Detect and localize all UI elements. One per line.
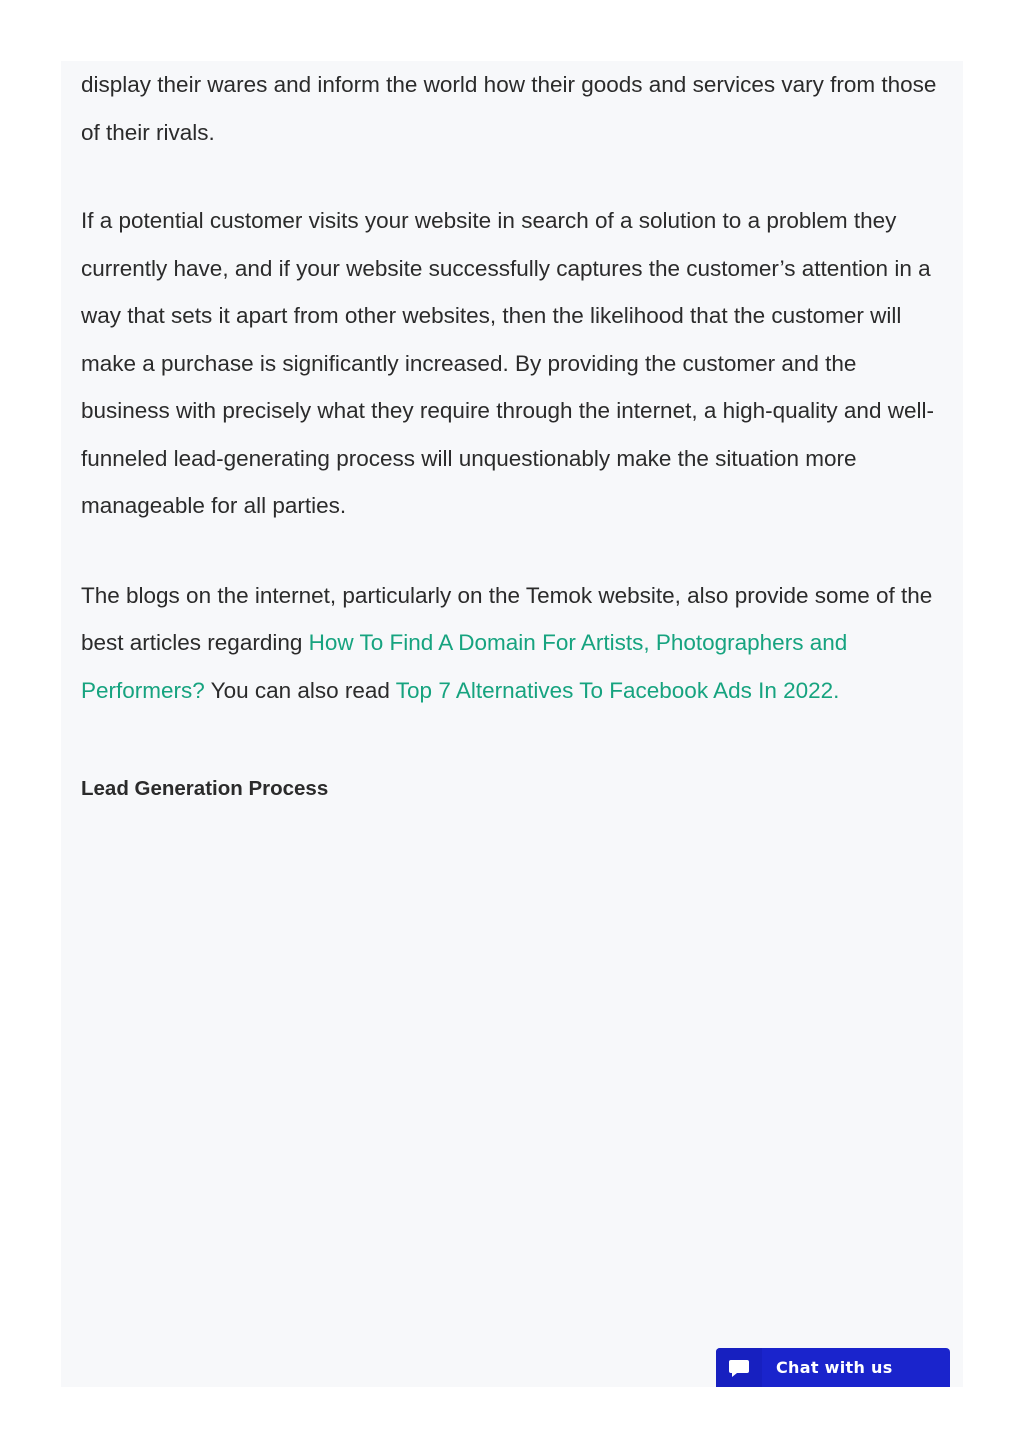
paragraph-text: The blogs on the internet, particularly on the Temok website, also provide some of the best articles regarding (81, 582, 933, 655)
article-paragraph: If a potential customer visits your website in search of a solution to a problem they currently have, and if your website successfully captures the customer’s attention in a way that sets it apart from other websites, then the likelihood that the customer will make a purchase is significantly increased. By providing the customer and the business with precisely what they require through the internet, a high-quality and well-funneled lead-generating process will unquestionably make the situation more manageable for all parties. (81, 208, 934, 518)
chat-with-us-button[interactable] (716, 1348, 950, 1387)
content-card (61, 61, 963, 1387)
article-link-facebook-ads-alternatives[interactable]: Top 7 Alternatives To Facebook Ads In 2022. (395, 677, 840, 703)
article-paragraph (81, 572, 945, 715)
article-body (81, 61, 945, 803)
paragraph-text: You can also read (204, 677, 396, 703)
chat-bubble-icon (716, 1348, 762, 1387)
article-paragraph: display their wares and inform the world how their goods and services vary from those of their rivals. (81, 72, 937, 145)
article-link-domain-for-artists[interactable]: How To Find A Domain For Artists, Photographers and Performers? (81, 630, 848, 703)
chat-label: Chat with us (776, 1358, 893, 1377)
section-heading: Lead Generation Process (81, 777, 329, 800)
